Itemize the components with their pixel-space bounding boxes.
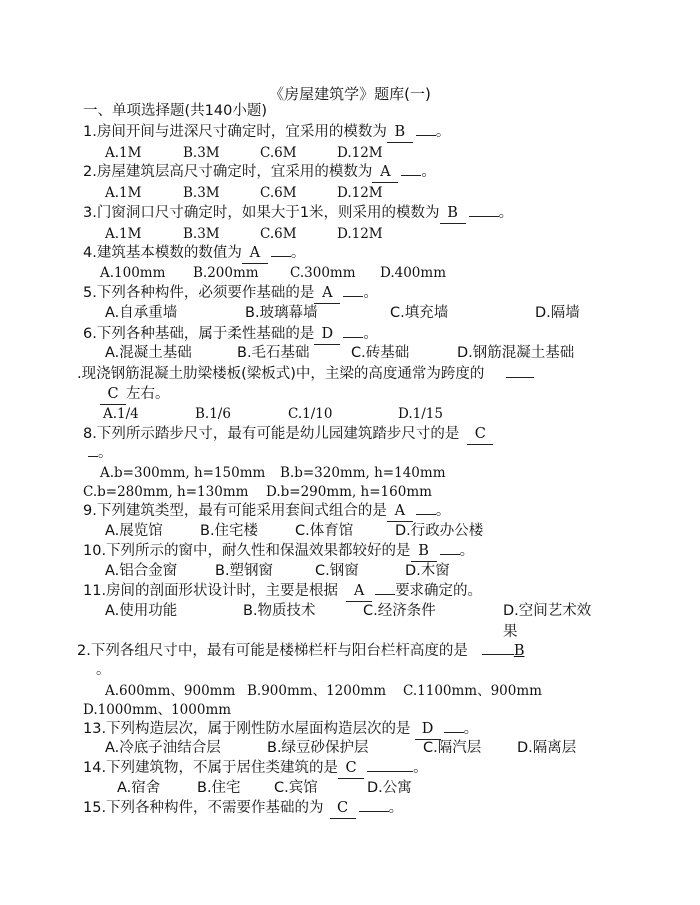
- option-d: D.1000mm、1000mm: [83, 702, 232, 718]
- option-c: C.隔汽层: [423, 740, 482, 756]
- option-b: B.1/6: [195, 406, 231, 422]
- question-stem: 2.房屋建筑层高尺寸确定时，宜采用的模数为: [83, 164, 373, 180]
- option-a: A.铝合金窗: [105, 563, 178, 579]
- question-stem: 3.门窗洞口尺寸确定时，如果大于1米，则采用的模数为: [83, 205, 440, 221]
- option-c: C.体育馆: [295, 523, 354, 539]
- question-15: [83, 798, 403, 819]
- question-end: 。: [421, 164, 436, 180]
- option-a: A.1M: [105, 226, 142, 242]
- option-b: B.3M: [183, 185, 220, 201]
- option-a: A.混凝土基础: [105, 345, 192, 361]
- option-c: C.6M: [260, 145, 297, 161]
- question-11: [83, 581, 482, 602]
- answer-blank: C: [100, 384, 126, 405]
- question-end: 。: [459, 543, 475, 559]
- option-c: C.宾馆: [274, 780, 318, 796]
- option-a: A.100mm: [100, 265, 166, 281]
- question-end: 。: [498, 205, 514, 221]
- answer-blank: B: [440, 203, 466, 224]
- option-b: B.塑钢窗: [215, 563, 274, 579]
- option-a: A.b=300mm, h=150mm: [100, 465, 266, 481]
- option-a: A.宿舍: [117, 780, 161, 796]
- option-c: C.1100mm、900mm: [403, 683, 542, 699]
- question-stem: 10.下列所示的窗中，耐久性和保温效果都较好的是: [83, 543, 411, 559]
- question-6: [83, 324, 378, 345]
- question-end: 。: [363, 285, 378, 301]
- question-12: [77, 641, 525, 661]
- option-d: D.12M: [337, 145, 383, 161]
- answer-blank: C: [330, 798, 356, 819]
- option-b: B.200mm: [193, 265, 259, 281]
- option-b: B.住宅: [197, 780, 241, 796]
- question-end: 。: [413, 760, 428, 776]
- option-a: A.1M: [105, 185, 142, 201]
- question-14: [83, 758, 428, 779]
- question-8: [83, 424, 493, 445]
- option-c: C.1/10: [288, 406, 333, 422]
- option-b: B.住宅楼: [200, 523, 259, 539]
- answer-blank: B: [411, 541, 437, 562]
- option-d: D.空间艺术效果: [503, 603, 592, 640]
- question-stem: 11.房间的剖面形状设计时，主要是根据: [83, 583, 339, 599]
- answer-blank: A: [242, 243, 268, 264]
- option-b: B.毛石基础: [237, 345, 310, 361]
- answer-blank: C: [467, 424, 493, 445]
- option-c: C.砖基础: [351, 345, 410, 361]
- option-b: B.b=320mm, h=140mm: [280, 465, 446, 481]
- option-b: B.3M: [183, 145, 220, 161]
- answer-blank: D: [415, 719, 441, 740]
- question-end: 。: [435, 503, 451, 519]
- question-stem: 2.下列各组尺寸中，最有可能是楼梯栏杆与阳台栏杆高度的是: [77, 643, 468, 659]
- question-end: 。: [96, 662, 111, 678]
- answer-blank: A: [346, 581, 372, 602]
- option-d: D.1/15: [398, 406, 443, 422]
- option-b: B.绿豆砂保护层: [267, 740, 369, 756]
- question-10: [83, 541, 474, 562]
- answer-blank: A: [314, 283, 340, 304]
- question-stem: 5.下列各种构件，必须要作基础的是: [83, 285, 315, 301]
- answer-blank: D: [314, 324, 340, 345]
- answer-blank: B: [387, 122, 413, 143]
- answer-blank: A: [372, 162, 398, 183]
- question-stem: 8.下列所示踏步尺寸，最有可能是幼儿园建筑踏步尺寸的是: [83, 426, 460, 442]
- option-d: D.12M: [337, 185, 383, 201]
- question-stem: 13.下列构造层次，属于刚性防水屋面构造层次的是: [83, 721, 411, 737]
- option-d: D.隔墙: [535, 305, 580, 321]
- question-3: [83, 203, 513, 224]
- question-stem: 15.下列各种构件，不需要作基础的为: [83, 800, 324, 816]
- question-end: 左右。: [126, 386, 170, 402]
- question-5: [83, 283, 378, 304]
- question-2: [83, 162, 436, 183]
- answer-blank: C: [338, 758, 364, 779]
- option-b: B.3M: [183, 226, 220, 242]
- question-13: [83, 719, 478, 740]
- option-a: A.自承重墙: [105, 305, 178, 321]
- option-c: C.钢窗: [315, 563, 359, 579]
- option-d: D.公寓: [367, 780, 412, 796]
- option-a: A.展览馆: [105, 523, 163, 539]
- section-heading: 一、单项选择题(共140小题): [83, 103, 267, 119]
- option-c: C.6M: [260, 226, 297, 242]
- option-a: A.冷底子油结合层: [105, 740, 221, 756]
- option-b: B.900mm、1200mm: [247, 683, 387, 699]
- option-d: D.行政办公楼: [395, 523, 484, 539]
- question-7-answer-line: [100, 384, 170, 405]
- option-c: C.填充墙: [390, 305, 449, 321]
- question-4: [83, 243, 305, 264]
- question-end: 。: [463, 721, 479, 737]
- question-stem: 6.下列各种基础，属于柔性基础的是: [83, 326, 315, 342]
- option-d: D.12M: [337, 226, 383, 242]
- question-9: [83, 501, 450, 522]
- option-c: C.b=280mm, h=130mm: [83, 484, 249, 500]
- page-title: 《房屋建筑学》题库(一): [269, 85, 431, 103]
- option-a: A.600mm、900mm: [105, 683, 236, 699]
- question-stem: 9.下列建筑类型，最有可能采用套间式组合的是: [83, 503, 387, 519]
- option-d: D.400mm: [380, 265, 447, 281]
- option-c: C.300mm: [290, 265, 356, 281]
- question-stem: 14.下列建筑物，不属于居住类建筑的是: [83, 760, 339, 776]
- answer-blank: A: [387, 501, 413, 522]
- option-d: D.b=290mm, h=160mm: [266, 484, 432, 500]
- question-7: [77, 364, 534, 384]
- question-end: 。: [435, 124, 451, 140]
- option-c: C.经济条件: [363, 603, 436, 619]
- question-stem: 1.房间开间与进深尺寸确定时，宜采用的模数为: [83, 124, 387, 140]
- option-d: D.钢筋混凝土基础: [457, 345, 575, 361]
- question-12-end: [96, 660, 111, 680]
- option-a: A.使用功能: [105, 603, 178, 619]
- question-8-end: [88, 443, 113, 463]
- option-b: B.物质技术: [243, 603, 316, 619]
- option-a: A.1/4: [103, 406, 139, 422]
- question-1: [83, 122, 450, 143]
- question-stem: .现浇钢筋混凝土肋梁楼板(梁板式)中，主梁的高度通常为跨度的: [77, 366, 485, 382]
- option-c: C.6M: [260, 185, 297, 201]
- question-end: 。: [98, 445, 113, 461]
- question-end: 要求确定的。: [395, 583, 483, 599]
- question-stem: 4.建筑基本模数的数值为: [83, 245, 242, 261]
- question-end: 。: [363, 326, 378, 342]
- option-d: D.木窗: [405, 563, 450, 579]
- question-end: 。: [290, 245, 306, 261]
- option-d: D.隔离层: [517, 740, 577, 756]
- answer-blank: B: [513, 643, 525, 659]
- option-b: B.玻璃幕墙: [245, 305, 318, 321]
- option-a: A.1M: [105, 145, 142, 161]
- question-12-options-row2: [83, 700, 231, 720]
- question-end: 。: [388, 800, 404, 816]
